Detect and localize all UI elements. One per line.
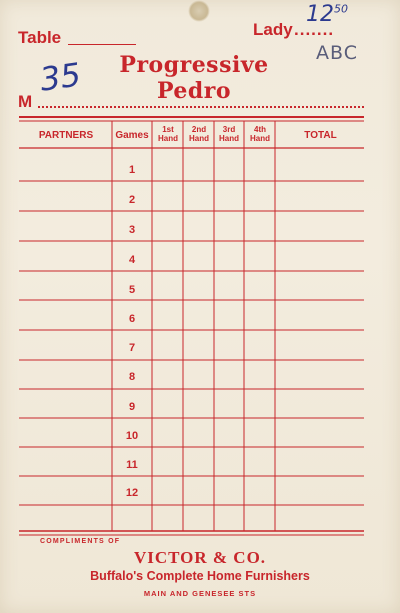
game-number: 5	[128, 284, 136, 296]
game-number: 9	[128, 401, 136, 413]
game-number: 1	[128, 164, 136, 176]
game-number: 3	[128, 224, 136, 236]
handwritten-initials: ABC	[316, 42, 358, 64]
game-number: 7	[128, 342, 136, 354]
col-header-hand-1: 1st Hand	[158, 125, 178, 143]
lady-label: Lady	[253, 20, 293, 39]
lady-dots: .......	[294, 20, 335, 39]
table-label: Table	[18, 28, 62, 47]
game-number: 12	[125, 487, 139, 499]
col-header-games: Games	[115, 130, 149, 141]
company-address: MAIN AND GENESEE STS	[143, 589, 257, 598]
handwritten-score: $12^{50}$	[306, 2, 348, 27]
col-header-hand-3: 3rd Hand	[219, 125, 239, 143]
game-number: 6	[128, 313, 136, 325]
game-number: 2	[128, 194, 136, 206]
game-number: 4	[128, 254, 136, 266]
col-header-partners: PARTNERS	[38, 130, 94, 141]
m-label: M	[18, 92, 33, 111]
game-number: 11	[126, 459, 138, 471]
company-name: VICTOR & CO.	[133, 548, 267, 567]
col-header-hand-2: 2nd Hand	[189, 125, 209, 143]
game-number: 10	[125, 430, 139, 442]
col-header-hand-4: 4th Hand	[250, 125, 270, 143]
game-number: 8	[128, 371, 136, 383]
col-header-total: TOTAL	[304, 130, 337, 141]
company-tagline: Buffalo's Complete Home Furnishers	[90, 569, 310, 583]
compliments-text: COMPLIMENTS OF	[40, 538, 121, 545]
card-title: Progressive Pedro	[119, 52, 269, 104]
handwritten-table-number: 35	[37, 55, 84, 99]
